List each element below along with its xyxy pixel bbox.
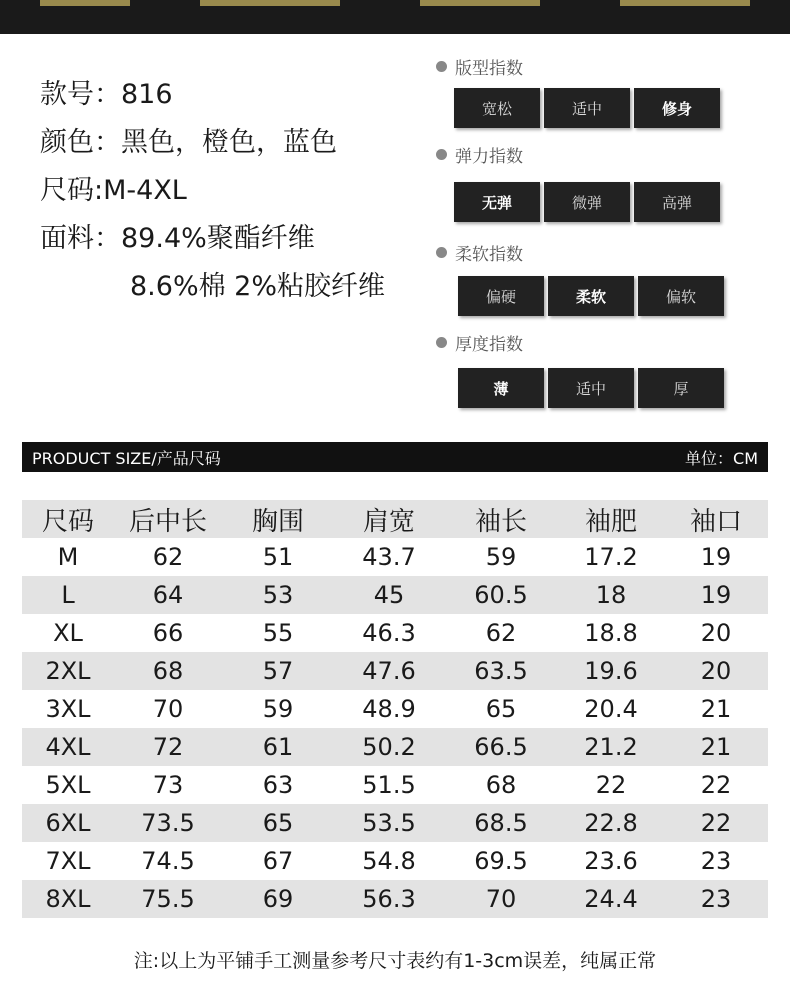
table-cell: L (22, 576, 114, 614)
banner-decoration (200, 0, 340, 6)
table-cell: 60.5 (444, 576, 558, 614)
table-cell: 73.5 (114, 804, 222, 842)
softness-option-soft: 柔软 (548, 276, 634, 316)
style-number: 款号：816 (40, 79, 173, 110)
table-cell: 65 (485, 695, 517, 723)
table-cell: XL (53, 619, 83, 647)
column-header-sleeve-length: 袖长 (444, 500, 558, 538)
table-cell: 70 (444, 880, 558, 918)
table-cell: 4XL (22, 728, 114, 766)
table-cell: 22 (664, 804, 768, 842)
table-cell: 6XL (22, 804, 114, 842)
table-row (22, 842, 768, 880)
table-cell: 53 (222, 576, 334, 614)
table-cell: 19 (700, 543, 732, 571)
table-cell: 59 (262, 695, 294, 723)
stretch-index (432, 142, 752, 212)
table-cell: 19.6 (558, 652, 664, 690)
top-banner (0, 0, 790, 34)
table-cell: 2XL (22, 652, 114, 690)
table-cell: 46.3 (362, 619, 416, 647)
table-cell: 65 (222, 804, 334, 842)
table-cell: 21.2 (558, 728, 664, 766)
table-row (22, 614, 768, 652)
stretch-option-none: 无弹 (454, 182, 540, 222)
fit-index-title: 版型指数 (432, 54, 752, 78)
softness-option-softer: 偏软 (638, 276, 724, 316)
table-cell: 22 (595, 771, 627, 799)
column-header-cuff: 袖口 (664, 500, 768, 538)
table-cell: 54.8 (362, 847, 416, 875)
banner-decoration (620, 0, 750, 6)
thickness-option-thin: 薄 (458, 368, 544, 408)
fit-option-loose: 宽松 (454, 88, 540, 128)
table-cell: 57 (222, 652, 334, 690)
table-cell: 17.2 (584, 543, 638, 571)
table-row (22, 766, 768, 804)
fabric-line-1: 面料：89.4%聚酯纤维 (40, 223, 315, 254)
table-cell: 20.4 (584, 695, 638, 723)
table-cell: 62 (485, 619, 517, 647)
table-cell: 56.3 (334, 880, 444, 918)
table-cell: 5XL (45, 771, 91, 799)
fit-option-slim: 修身 (634, 88, 720, 128)
colors: 颜色：黑色，橙色，蓝色 (40, 127, 337, 158)
table-cell: 53.5 (334, 804, 444, 842)
stretch-index-title: 弹力指数 (432, 142, 752, 166)
table-cell: 67 (262, 847, 294, 875)
bullet-dot-icon (436, 149, 447, 160)
table-cell: 20 (700, 619, 732, 647)
table-cell: 24.4 (558, 880, 664, 918)
table-cell: 50.2 (334, 728, 444, 766)
softness-index (432, 240, 752, 306)
fabric-line-2: 8.6%棉 2%粘胶纤维 (130, 271, 386, 302)
table-cell: 59 (485, 543, 517, 571)
table-cell: 23 (664, 880, 768, 918)
fit-index (432, 54, 752, 118)
table-cell: 21 (664, 728, 768, 766)
table-cell: 69 (222, 880, 334, 918)
table-cell: 20 (664, 652, 768, 690)
table-cell: 66.5 (444, 728, 558, 766)
table-cell: 74.5 (141, 847, 195, 875)
table-cell: 21 (700, 695, 732, 723)
banner-decoration (40, 0, 130, 6)
table-cell: 18 (558, 576, 664, 614)
bullet-dot-icon (436, 61, 447, 72)
table-row (22, 690, 768, 728)
column-header-chest: 胸围 (222, 500, 334, 538)
table-cell: 55 (262, 619, 294, 647)
thickness-option-medium: 适中 (548, 368, 634, 408)
size-section-header (22, 442, 768, 472)
table-cell: 70 (152, 695, 184, 723)
table-cell: 62 (152, 543, 184, 571)
table-cell: 61 (222, 728, 334, 766)
table-cell: 45 (334, 576, 444, 614)
table-cell: 63 (262, 771, 294, 799)
table-cell: 68 (485, 771, 517, 799)
column-header-back-length: 后中长 (114, 500, 222, 538)
column-header-sleeve-width: 袖肥 (558, 500, 664, 538)
table-cell: 51.5 (362, 771, 416, 799)
size-range: 尺码:M-4XL (40, 175, 187, 206)
table-cell: 72 (114, 728, 222, 766)
table-cell: 8XL (22, 880, 114, 918)
table-cell: 68.5 (444, 804, 558, 842)
table-cell: 18.8 (584, 619, 638, 647)
thickness-index (432, 330, 752, 398)
stretch-option-slight: 微弹 (544, 182, 630, 222)
bullet-dot-icon (436, 247, 447, 258)
table-cell: 73 (152, 771, 184, 799)
thickness-index-title: 厚度指数 (432, 330, 752, 354)
size-table (22, 500, 768, 918)
bullet-dot-icon (436, 337, 447, 348)
table-cell: 22 (700, 771, 732, 799)
column-header-shoulder: 肩宽 (334, 500, 444, 538)
table-cell: 47.6 (334, 652, 444, 690)
table-row (22, 804, 768, 842)
table-cell: 43.7 (362, 543, 416, 571)
table-row (22, 538, 768, 576)
table-cell: 69.5 (474, 847, 528, 875)
table-cell: 7XL (45, 847, 91, 875)
size-section-title: PRODUCT SIZE/产品尺码 (32, 448, 221, 468)
table-cell: 68 (114, 652, 222, 690)
measurement-note: 注:以上为平铺手工测量参考尺寸表约有1-3cm误差，纯属正常 (133, 950, 657, 972)
table-row (22, 880, 768, 918)
softness-index-title: 柔软指数 (432, 240, 752, 264)
table-cell: 51 (262, 543, 294, 571)
unit-label: 单位：CM (685, 448, 758, 468)
table-cell: 23 (700, 847, 732, 875)
fit-option-regular: 适中 (544, 88, 630, 128)
table-cell: 3XL (45, 695, 91, 723)
thickness-option-thick: 厚 (638, 368, 724, 408)
product-info (40, 78, 385, 318)
column-header-size: 尺码 (22, 500, 114, 538)
table-cell: M (57, 543, 79, 571)
table-row (22, 576, 768, 614)
table-cell: 75.5 (114, 880, 222, 918)
table-cell: 63.5 (444, 652, 558, 690)
banner-decoration (420, 0, 540, 6)
table-cell: 22.8 (558, 804, 664, 842)
table-row (22, 728, 768, 766)
table-cell: 66 (152, 619, 184, 647)
softness-option-stiff: 偏硬 (458, 276, 544, 316)
table-cell: 48.9 (362, 695, 416, 723)
table-cell: 19 (664, 576, 768, 614)
table-row (22, 652, 768, 690)
table-cell: 64 (114, 576, 222, 614)
stretch-option-high: 高弹 (634, 182, 720, 222)
table-cell: 23.6 (584, 847, 638, 875)
table-header-row (22, 500, 768, 538)
